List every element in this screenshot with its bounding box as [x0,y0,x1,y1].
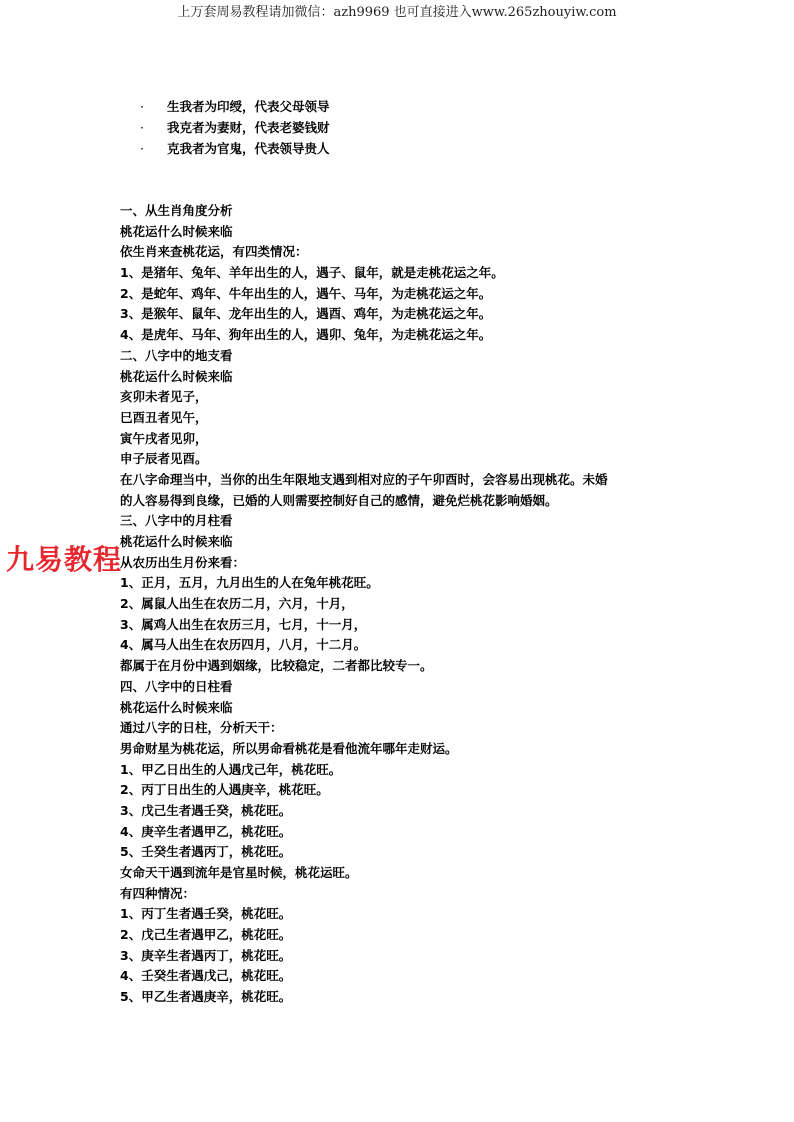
bullet-list [140,96,330,159]
bullet-text: 生我者为印绶，代表父母领导 [167,99,330,114]
body-line: 巳酉丑者见午， [120,409,208,425]
page-header: 上万套周易教程请加微信：azh9969 也可直接进入www.265zhouyiw.com [177,5,617,20]
list-item: 4、庚辛生者遇甲乙，桃花旺。 [120,823,292,839]
bullet-item [140,96,330,117]
body-line: 通过八字的日柱，分析天干： [120,720,283,736]
watermark-logo: 九易教程 [6,543,123,576]
list-item: 3、戊己生者遇壬癸，桃花旺。 [120,802,292,818]
section-heading: 一、从生肖角度分析 [120,203,233,218]
list-item: 3、属鸡人出生在农历三月，七月，十一月， [120,616,367,632]
list-item: 1、丙丁生者遇壬癸，桃花旺。 [120,906,292,922]
subheading: 桃花运什么时候来临 [120,534,233,549]
bullet-text: 我克者为妻财，代表老婆钱财 [167,120,330,135]
list-item: 2、丙丁日出生的人遇庚辛，桃花旺。 [120,782,329,798]
body-line: 依生肖来查桃花运，有四类情况： [120,244,308,260]
section-heading: 二、八字中的地支看 [120,347,233,363]
body-line: 女命天干遇到流年是官星时候，桃花运旺。 [120,865,358,880]
subheading: 桃花运什么时候来临 [120,223,233,239]
list-item: 4、是虎年、马年、狗年出生的人，遇卯、兔年，为走桃花运之年。 [120,327,492,343]
list-item: 3、是猴年、鼠年、龙年出生的人，遇酉、鸡年，为走桃花运之年。 [120,306,492,322]
subheading: 桃花运什么时候来临 [120,368,233,384]
body-line: 亥卯未者见子， [120,389,208,405]
list-item: 1、是猪年、兔年、羊年出生的人，遇子、鼠年，就是走桃花运之年。 [120,265,504,281]
bullet-icon: · [140,120,144,135]
list-item: 4、壬癸生者遇戊己，桃花旺。 [120,968,292,984]
list-item: 5、甲乙生者遇庚辛，桃花旺。 [120,989,292,1005]
bullet-text: 克我者为官鬼，代表领导贵人 [167,141,330,156]
list-item: 3、庚辛生者遇丙丁，桃花旺。 [120,947,292,963]
bullet-item [140,138,330,159]
body-line: 的人容易得到良缘，已婚的人则需要控制好自己的感情，避免烂桃花影响婚姻。 [120,492,558,508]
list-item: 2、属鼠人出生在农历二月，六月，十月， [120,596,354,612]
document-body [120,201,680,1008]
list-item: 1、甲乙日出生的人遇戊己年，桃花旺。 [120,761,342,777]
body-line: 男命财星为桃花运，所以男命看桃花是看他流年哪年走财运。 [120,740,458,756]
list-item: 2、是蛇年、鸡年、牛年出生的人，遇午、马年，为走桃花运之年。 [120,285,492,301]
section-heading: 四、八字中的日柱看 [120,678,233,694]
body-line: 在八字命理当中，当你的出生年限地支遇到相对应的子午卯酉时，会容易出现桃花。未婚 [120,471,608,487]
subheading: 桃花运什么时候来临 [120,699,233,715]
body-line: 有四种情况： [120,885,196,901]
list-item: 5、壬癸生者遇丙丁，桃花旺。 [120,844,292,860]
body-line: 申子辰者见酉。 [120,451,208,467]
bullet-icon: · [140,99,144,114]
body-line: 都属于在月份中遇到姻缘，比较稳定，二者都比较专一。 [120,658,433,674]
list-item: 1、正月，五月，九月出生的人在兔年桃花旺。 [120,575,379,591]
body-line: 从农历出生月份来看： [120,554,246,570]
bullet-icon: · [140,141,144,156]
list-item: 4、属马人出生在农历四月，八月，十二月。 [120,637,367,653]
bullet-item [140,117,330,138]
section-heading: 三、八字中的月柱看 [120,513,233,529]
body-line: 寅午戌者见卯， [120,430,208,446]
list-item: 2、戊己生者遇甲乙，桃花旺。 [120,927,292,943]
